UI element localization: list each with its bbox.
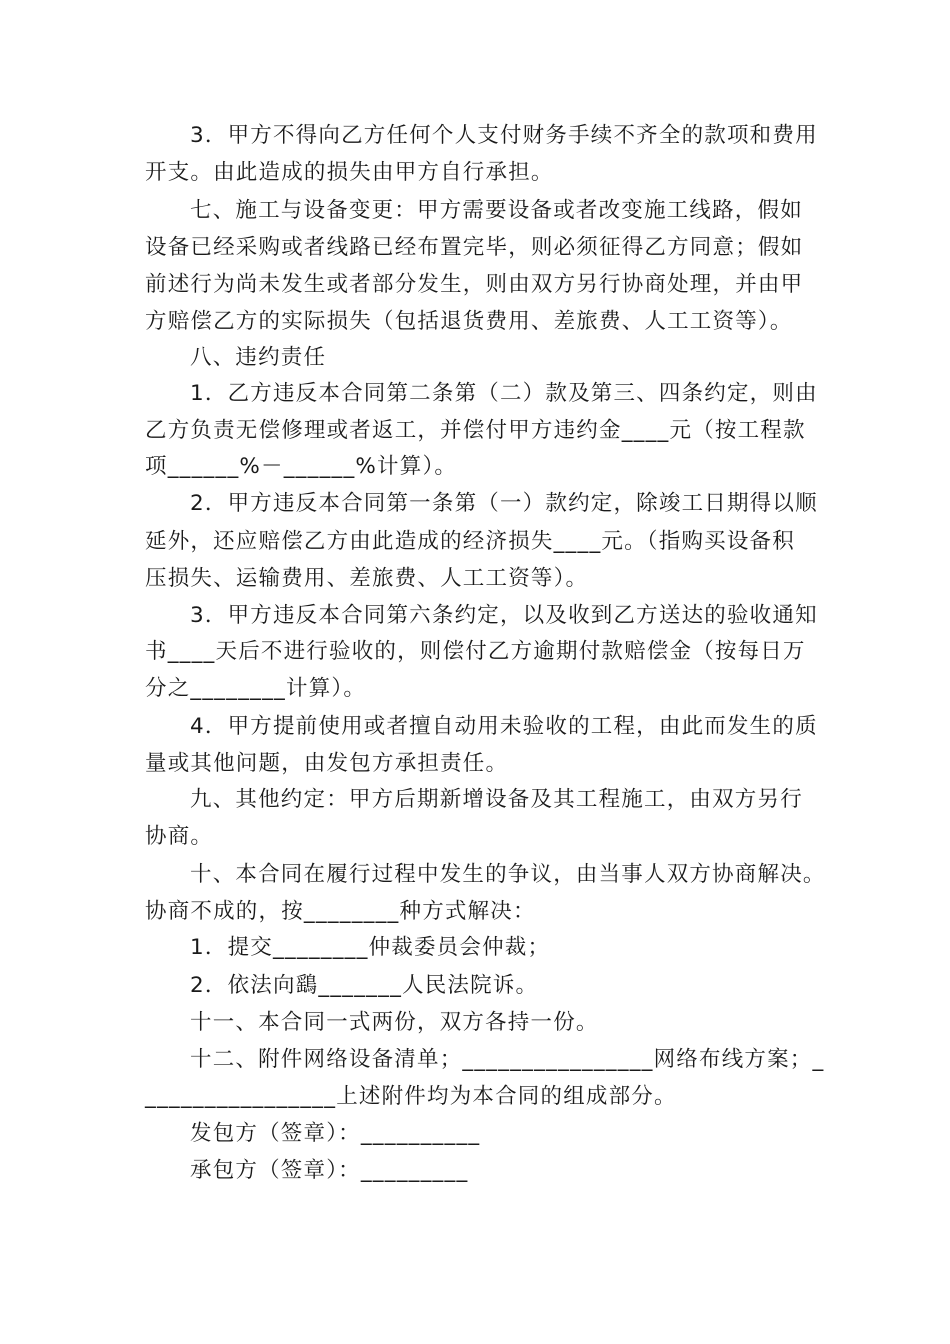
- text-line: 设备已经采购或者线路已经布置完毕，则必须征得乙方同意；假如: [145, 235, 804, 260]
- text-line: 协商。: [145, 824, 214, 849]
- text-line: 分之________计算）。: [145, 676, 367, 701]
- text-line: 1．提交________仲裁委员会仲裁；: [190, 935, 551, 960]
- text-line: 十一、本合同一式两份，双方各持一份。: [190, 1010, 599, 1035]
- text-line: 量或其他问题，由发包方承担责任。: [145, 751, 509, 776]
- text-line: 3．甲方违反本合同第六条约定，以及收到乙方送达的验收通知: [190, 603, 818, 628]
- text-line: 2．依法向鷂_______人民法院诉。: [190, 973, 539, 998]
- text-line: 方赔偿乙方的实际损失（包括退货费用、差旅费、人工工资等）。: [145, 309, 793, 334]
- text-line: 前述行为尚未发生或者部分发生，则由双方另行协商处理，并由甲: [145, 272, 804, 297]
- text-line: 3．甲方不得向乙方任何个人支付财务手续不齐全的款项和费用: [190, 123, 818, 148]
- text-line: ________________上述附件均为本合同的组成部分。: [145, 1084, 677, 1109]
- text-line: 七、施工与设备变更：甲方需要设备或者改变施工线路，假如: [190, 198, 803, 223]
- text-line: 九、其他约定：甲方后期新增设备及其工程施工，由双方另行: [190, 787, 803, 812]
- text-line: 书____天后不进行验收的，则偿付乙方逾期付款赔偿金（按每日万: [145, 639, 806, 664]
- section-heading: 八、违约责任: [190, 345, 327, 370]
- text-line: 协商不成的，按________种方式解决：: [145, 899, 536, 924]
- text-line: 开支。由此造成的损失由甲方自行承担。: [145, 160, 554, 185]
- text-line: 压损失、运输费用、差旅费、人工工资等）。: [145, 566, 589, 591]
- text-line: 项______%－______%计算）。: [145, 454, 458, 479]
- signature-line-party-b: 承包方（签章）：_________: [190, 1158, 469, 1183]
- text-line: 十二、附件网络设备清单；________________网络布线方案；_: [190, 1047, 825, 1072]
- signature-line-party-a: 发包方（签章）：__________: [190, 1121, 481, 1146]
- text-line: 延外，还应赔偿乙方由此造成的经济损失____元。（指购买设备积: [145, 529, 795, 554]
- text-line: 2．甲方违反本合同第一条第（一）款约定，除竣工日期得以顺: [190, 491, 818, 516]
- text-line: 十、本合同在履行过程中发生的争议，由当事人双方协商解决。: [190, 862, 826, 887]
- text-line: 乙方负责无偿修理或者返工，并偿付甲方违约金____元（按工程款: [145, 418, 806, 443]
- text-line: 4．甲方提前使用或者擅自动用未验收的工程，由此而发生的质: [190, 714, 818, 739]
- text-line: 1．乙方违反本合同第二条第（二）款及第三、四条约定，则由: [190, 381, 818, 406]
